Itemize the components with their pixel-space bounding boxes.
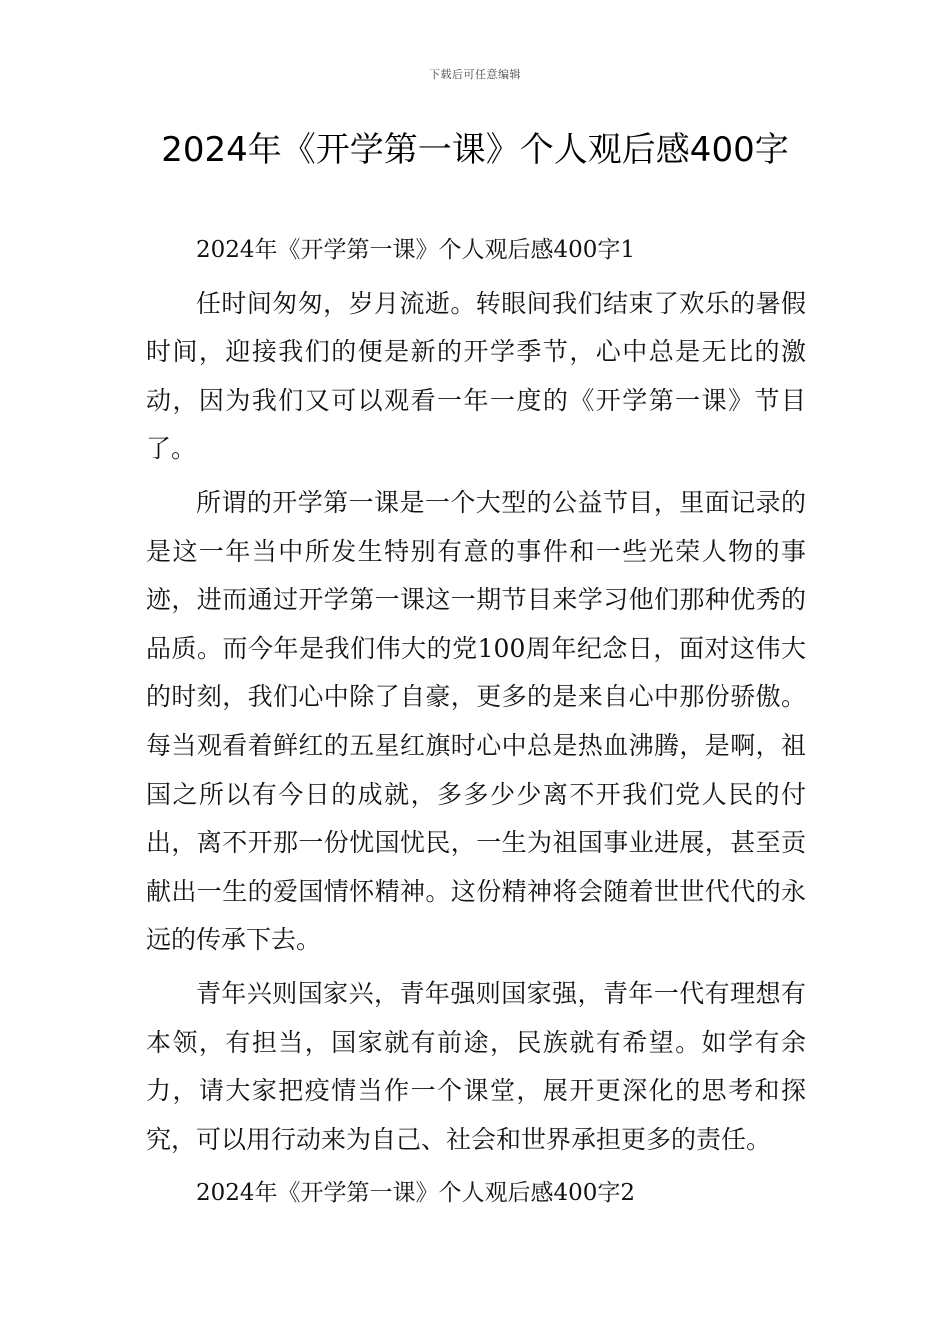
document-body: [146, 226, 806, 1223]
section-heading-2: 2024年《开学第一课》个人观后感400字2: [196, 1180, 636, 1207]
paragraph-1: 任时间匆匆，岁月流逝。转眼间我们结束了欢乐的暑假时间，迎接我们的便是新的开学季节，心中总是无比的激动，因为我们又可以观看一年一度的《开学第一课》节目了。: [146, 288, 806, 464]
paragraph-3: 青年兴则国家兴，青年强则国家强，青年一代有理想有本领，有担当，国家就有前途，民族就有希望。如学有余力，请大家把疫情当作一个课堂，展开更深化的思考和探究，可以用行动来为自己、社会和世界承担更多的责任。: [146, 978, 806, 1154]
section-heading-1: 2024年《开学第一课》个人观后感400字1: [196, 237, 636, 263]
header-note: 下载后可任意编辑: [429, 68, 521, 81]
page-title: 2024年《开学第一课》个人观后感400字: [161, 130, 789, 170]
paragraph-2: 所谓的开学第一课是一个大型的公益节目，里面记录的是这一年当中所发生特别有意的事件和一些光荣人物的事迹，进而通过开学第一课这一期节目来学习他们那种优秀的品质。而今年是我们伟大的党100周年纪念日，面对这伟大的时刻，我们心中除了自豪，更多的是来自心中那份骄傲。每当观看着鲜红的五星红旗时心中总是热血沸腾，是啊，祖国之所以有今日的成就，多多少少离不开我们党人民的付出，离不开那一份忧国忧民，一生为祖国事业进展，甚至贡献出一生的爱国情怀精神。这份精神将会随着世世代代的永远的传承下去。: [146, 487, 806, 955]
